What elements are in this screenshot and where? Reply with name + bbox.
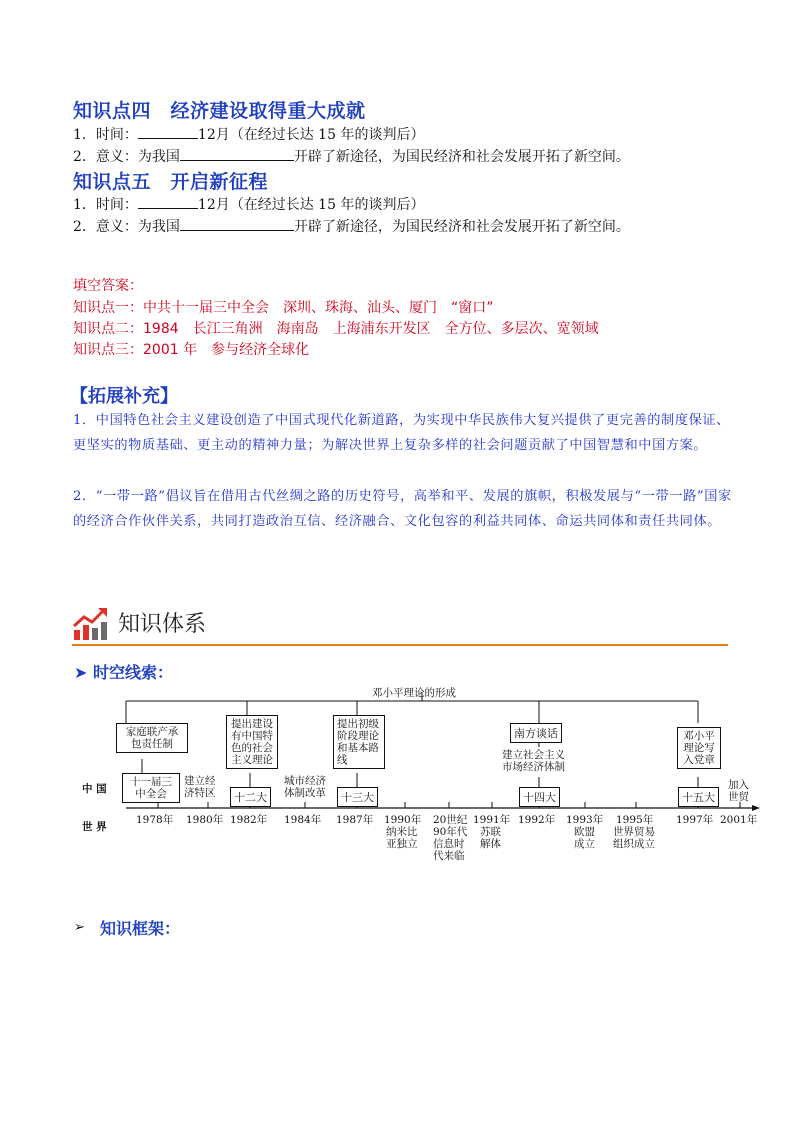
label-market-economy: [502, 749, 565, 773]
socialism-l2: 有中国特: [231, 730, 273, 742]
kp5-time-suffix: 12月（在经过长达 15 年的谈判后）: [197, 197, 425, 213]
box-southern-tour: 南方谈话: [510, 723, 562, 743]
label-city-reform: [284, 775, 326, 799]
chart-growth-icon: [72, 606, 108, 642]
eu-l2: 成立: [574, 838, 595, 850]
kp4-title: 知识点四 经济建设取得重大成就: [73, 100, 366, 122]
kp5-title: 知识点五 开启新征程: [73, 171, 269, 193]
extension-p1: 1．中国特色社会主义建设创造了中国式现代化新道路，为实现中华民族伟大复兴提供了更完善的制度保证、更坚实的物质基础、更主动的精神力量；为解决世界上复杂多样的社会问题贡献了中国智慧和中国方案。: [73, 413, 730, 453]
year-1991: 1991年: [473, 814, 511, 826]
socialism-l3: 色的社会: [231, 742, 273, 754]
timeline-top-label: 邓小平理论的形成: [372, 687, 456, 699]
row-label-world: 世 界: [82, 821, 107, 833]
wto-l2: 世贸: [728, 791, 749, 803]
row-label-china: 中 国: [82, 783, 107, 795]
label-sez: [184, 775, 216, 799]
year-1990: 1990年: [384, 814, 422, 826]
ussr-l2: 解体: [480, 838, 501, 850]
year-1982: 1982年: [230, 814, 268, 826]
kp5-time-line: [73, 194, 424, 214]
event-info-age: [433, 826, 467, 862]
socialism-l4: 主义理论: [231, 754, 273, 766]
extension-title: 【拓展补充】: [70, 386, 178, 407]
box-family-l1: 家庭联产承: [125, 726, 179, 738]
system-divider: [72, 644, 728, 646]
year-2001: 2001年: [720, 814, 758, 826]
city-l2: 体制改革: [284, 787, 326, 799]
kp4-meaning-suffix: 开辟了新途径，为国民经济和社会发展开拓了新空间。: [293, 149, 630, 165]
kp4-meaning-line: [73, 146, 630, 166]
stage-l3: 和基本路: [337, 742, 379, 754]
year-20c: 20世纪: [433, 814, 468, 826]
event-wto-founded: [613, 826, 655, 850]
year-1984: 1984年: [284, 814, 322, 826]
box-15th-congress: 十五大: [678, 787, 719, 807]
stage-l2: 阶段理论: [337, 730, 379, 742]
box-family-l2: 包责任制: [131, 738, 173, 750]
answer-1: 知识点一：中共十一届三中全会 深圳、珠海、汕头、厦门 “窗口”: [73, 300, 494, 316]
kp4-time-label: 1．时间：: [73, 127, 138, 143]
stage-l4: 线: [337, 754, 348, 766]
deng-l2: 理论写: [683, 742, 715, 754]
kp4-meaning-blank[interactable]: [180, 146, 294, 161]
kp5-meaning-suffix: 开辟了新途径，为国民经济和社会发展开拓了新空间。: [293, 219, 630, 235]
timeline-diagram: [80, 683, 760, 883]
year-1980: 1980年: [186, 814, 224, 826]
kp5-meaning-blank[interactable]: [180, 216, 294, 231]
sez-l1: 建立经: [184, 775, 216, 787]
ussr-l1: 苏联: [480, 826, 501, 838]
box-socialism-theory: [226, 715, 278, 769]
kp5-time-blank[interactable]: [138, 194, 198, 209]
kp4-meaning-label: 2．意义：为我国: [73, 149, 180, 165]
timeline-heading: ➤ 时空线索：: [74, 663, 173, 682]
event-namibia: [386, 826, 418, 850]
label-join-wto: [728, 779, 749, 803]
year-1992: 1992年: [518, 814, 556, 826]
box-13th-congress: 十三大: [337, 787, 378, 807]
market-l2: 市场经济体制: [502, 761, 565, 773]
info-l2: 信息时: [433, 838, 465, 850]
info-l3: 代来临: [433, 850, 465, 862]
system-title: 知识体系: [118, 612, 207, 637]
answer-2: 知识点二：1984 长江三角洲 海南岛 上海浦东开发区 全方位、多层次、宽领域: [73, 321, 599, 337]
wto-founded-l2: 组织成立: [613, 838, 655, 850]
market-l1: 建立社会主义: [502, 749, 565, 761]
box-primary-stage: [333, 715, 385, 769]
wto-l1: 加入: [728, 779, 749, 791]
box-deng-theory: [677, 727, 721, 769]
deng-l3: 入党章: [683, 754, 715, 766]
kp4-time-suffix: 12月（在经过长达 15 年的谈判后）: [197, 127, 425, 143]
answers-title: 填空答案：: [73, 278, 143, 294]
kp4-time-line: [73, 124, 424, 144]
wto-founded-l1: 世界贸易: [613, 826, 655, 838]
answer-3: 知识点三：2001 年 参与经济全球化: [73, 342, 310, 358]
year-1978: 1978年: [136, 814, 174, 826]
city-l1: 城市经济: [284, 775, 326, 787]
year-1997: 1997年: [676, 814, 714, 826]
year-1993: 1993年: [566, 814, 604, 826]
box-12th-congress: 十二大: [230, 787, 271, 807]
year-1995: 1995年: [616, 814, 654, 826]
kp4-time-blank[interactable]: [138, 124, 198, 139]
extension-p2: 2．“一带一路”倡议旨在借用古代丝绸之路的历史符号，高举和平、发展的旗帜，积极发展与“一带一路”国家的经济合作伙伴关系，共同打造政治互信、经济融合、文化包容的利益共同体、命运共同体和责任共同体。: [73, 489, 732, 529]
event-eu-founded: [574, 826, 595, 850]
kp5-time-label: 1．时间：: [73, 197, 138, 213]
framework-bullet: ➢: [74, 920, 85, 935]
info-l1: 90年代: [433, 826, 468, 838]
namibia-l1: 纳米比: [386, 826, 418, 838]
deng-l1: 邓小平: [683, 730, 715, 742]
event-ussr-collapse: [480, 826, 501, 850]
box-14th-congress: 十四大: [519, 787, 560, 807]
kp5-meaning-label: 2．意义：为我国: [73, 219, 180, 235]
kp5-meaning-line: [73, 216, 630, 236]
box-plenum-l2: 中全会: [135, 788, 167, 800]
stage-l1: 提出初级: [337, 718, 379, 730]
sez-l2: 济特区: [184, 787, 216, 799]
eu-l1: 欧盟: [574, 826, 595, 838]
socialism-l1: 提出建设: [231, 718, 273, 730]
year-1987: 1987年: [336, 814, 374, 826]
box-plenum-l1: 十一届三: [130, 776, 172, 788]
namibia-l2: 亚独立: [386, 838, 418, 850]
framework-heading: 知识框架：: [100, 919, 181, 938]
box-third-plenum: [122, 773, 180, 803]
box-family-responsibility: [116, 723, 188, 753]
